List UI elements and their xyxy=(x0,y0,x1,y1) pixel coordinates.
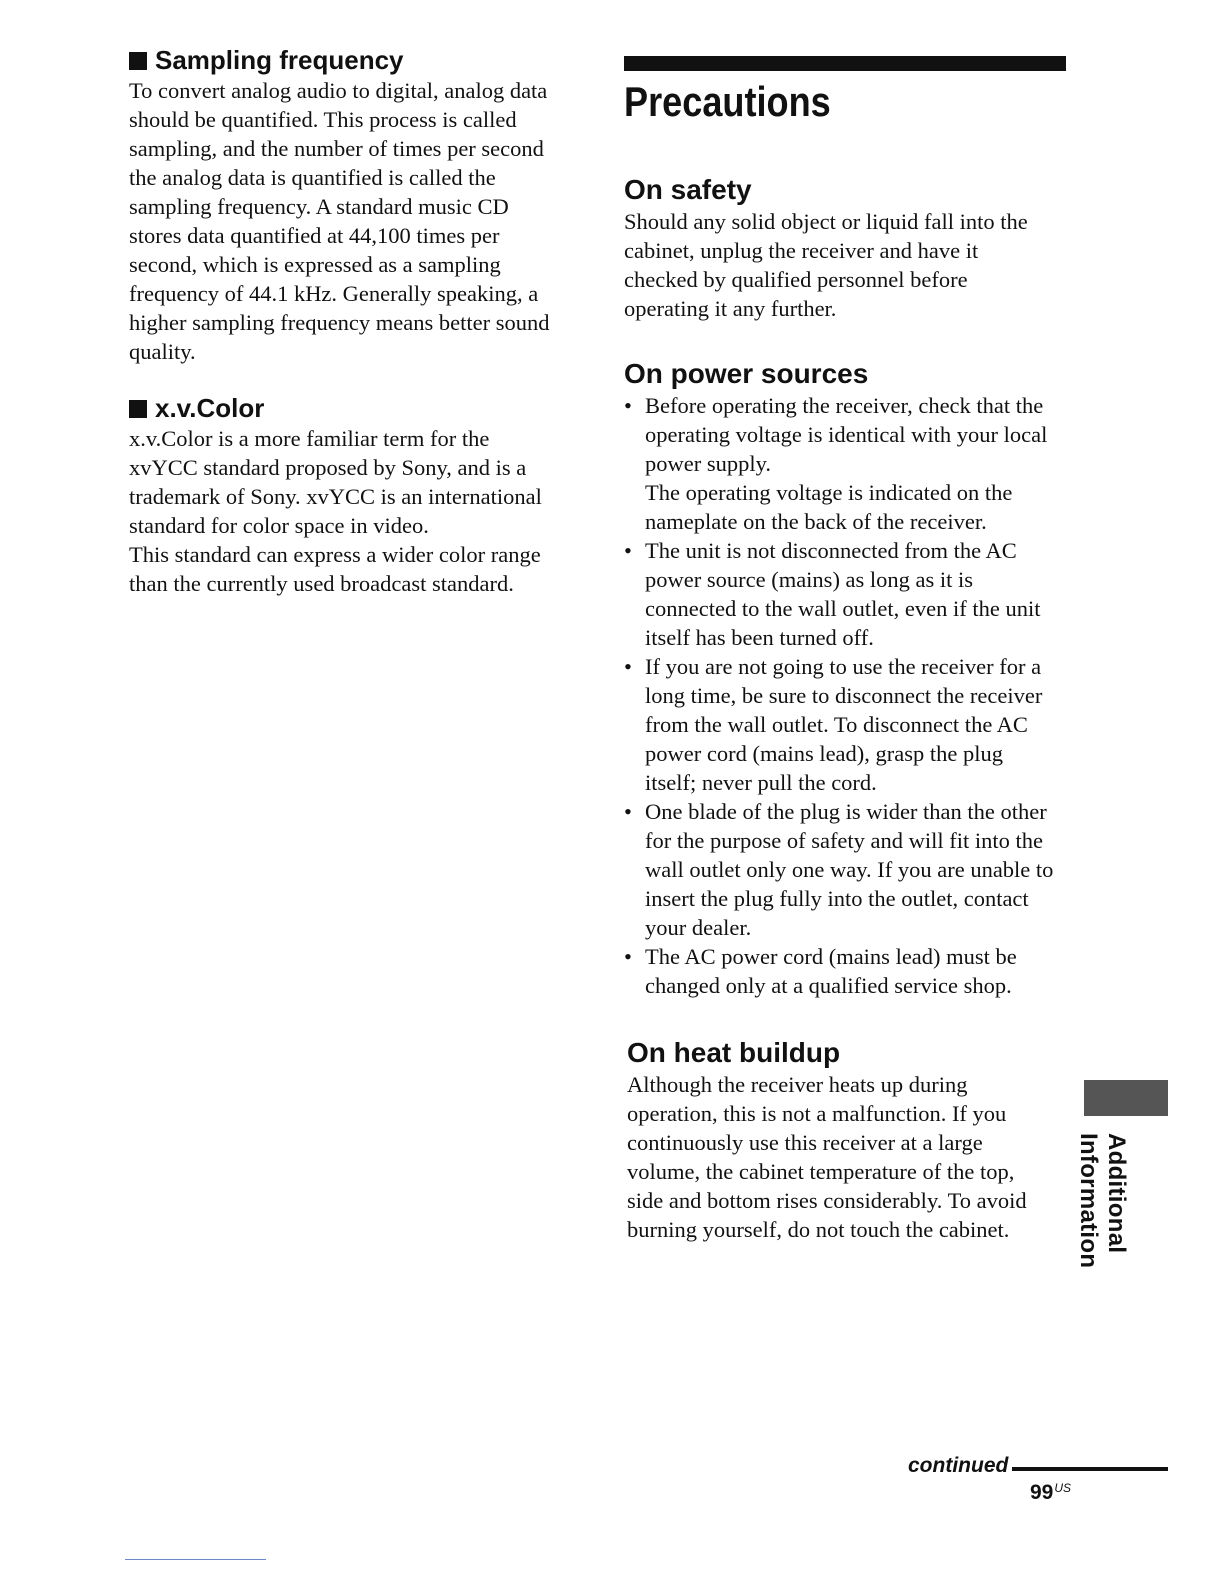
xvcolor-heading-text: x.v.Color xyxy=(155,393,265,423)
text-line: should be quantified. This process is called xyxy=(129,107,517,132)
text-line: than the currently used broadcast standard. xyxy=(129,571,514,596)
page-title: Precautions xyxy=(624,78,831,125)
text-line: power supply. xyxy=(645,451,772,476)
power-sources-list xyxy=(624,391,1074,1000)
text-line: connected to the wall outlet, even if the unit xyxy=(645,596,1041,621)
text-line: from the wall outlet. To disconnect the AC xyxy=(645,712,1028,737)
text-line: long time, be sure to disconnect the receiver xyxy=(645,683,1043,708)
text-line: operating it any further. xyxy=(624,296,837,321)
text-line: itself has been turned off. xyxy=(645,625,874,650)
text-line: Before operating the receiver, check that the xyxy=(645,393,1044,418)
text-line: checked by qualified personnel before xyxy=(624,267,968,292)
continued-rule xyxy=(1012,1467,1168,1471)
text-line: changed only at a qualified service shop. xyxy=(645,973,1012,998)
sampling-frequency-paragraph xyxy=(129,76,579,366)
text-line: xvYCC standard proposed by Sony, and is a xyxy=(129,455,527,480)
bottom-rule-line xyxy=(125,1559,266,1560)
square-bullet-icon xyxy=(129,52,147,70)
text-line: insert the plug fully into the outlet, contact xyxy=(645,886,1029,911)
right-column xyxy=(624,56,1074,1244)
list-item xyxy=(624,942,1074,1000)
text-line: trademark of Sony. xvYCC is an international xyxy=(129,484,542,509)
text-line: operating voltage is identical with your local xyxy=(645,422,1048,447)
text-line: wall outlet only one way. If you are unable to xyxy=(645,857,1054,882)
text-line: sampling frequency. A standard music CD xyxy=(129,194,509,219)
on-heat-buildup-heading: On heat buildup xyxy=(627,1037,841,1068)
list-item xyxy=(624,797,1074,942)
on-safety-paragraph xyxy=(624,207,1074,323)
section-tab-marker xyxy=(1084,1080,1168,1116)
text-line: To convert analog audio to digital, analog data xyxy=(129,78,548,103)
list-item xyxy=(624,536,1074,652)
on-safety-heading: On safety xyxy=(624,174,752,205)
text-line: If you are not going to use the receiver for a xyxy=(645,654,1042,679)
text-line: itself; never pull the cord. xyxy=(645,770,877,795)
on-heat-buildup-paragraph xyxy=(627,1070,1074,1244)
text-line: cabinet, unplug the receiver and have it xyxy=(624,238,979,263)
xvcolor-heading xyxy=(129,392,579,424)
title-rule xyxy=(624,56,1066,71)
text-line: The unit is not disconnected from the AC xyxy=(645,538,1017,563)
page-number-value: 99 xyxy=(1030,1481,1054,1504)
text-line: higher sampling frequency means better sound xyxy=(129,310,550,335)
list-item xyxy=(624,652,1074,797)
text-line: standard for color space in video. xyxy=(129,513,429,538)
text-line: sampling, and the number of times per second xyxy=(129,136,544,161)
text-line: Should any solid object or liquid fall into the xyxy=(624,209,1028,234)
text-line: operation, this is not a malfunction. If you xyxy=(627,1101,1007,1126)
text-line: frequency of 44.1 kHz. Generally speaking, a xyxy=(129,281,539,306)
text-line: Although the receiver heats up during xyxy=(627,1072,968,1097)
text-line: This standard can express a wider color range xyxy=(129,542,541,567)
list-item xyxy=(624,391,1074,536)
text-line: burning yourself, do not touch the cabinet. xyxy=(627,1217,1010,1242)
text-line: stores data quantified at 44,100 times per xyxy=(129,223,500,248)
text-line: nameplate on the back of the receiver. xyxy=(645,509,987,534)
text-line: for the purpose of safety and will fit into the xyxy=(645,828,1044,853)
text-line: side and bottom rises considerably. To avoid xyxy=(627,1188,1027,1213)
text-line: the analog data is quantified is called the xyxy=(129,165,496,190)
sampling-frequency-heading xyxy=(129,44,579,76)
text-line: volume, the cabinet temperature of the top, xyxy=(627,1159,1015,1184)
section-tab-label: Additional Information xyxy=(1075,1133,1130,1269)
page-number-suffix: US xyxy=(1054,1481,1072,1495)
left-column xyxy=(129,44,579,598)
text-line: second, which is expressed as a sampling xyxy=(129,252,501,277)
text-line: power source (mains) as long as it is xyxy=(645,567,974,592)
sampling-frequency-heading-text: Sampling frequency xyxy=(155,45,404,75)
text-line: your dealer. xyxy=(645,915,752,940)
page-number xyxy=(1030,1481,1071,1505)
square-bullet-icon xyxy=(129,400,147,418)
xvcolor-paragraph xyxy=(129,424,579,598)
text-line: One blade of the plug is wider than the other xyxy=(645,799,1047,824)
continued-label: continued xyxy=(908,1454,1009,1477)
text-line: continuously use this receiver at a large xyxy=(627,1130,983,1155)
text-line: x.v.Color is a more familiar term for the xyxy=(129,426,490,451)
text-line: The operating voltage is indicated on the xyxy=(645,480,1013,505)
text-line: The AC power cord (mains lead) must be xyxy=(645,944,1017,969)
on-power-sources-heading: On power sources xyxy=(624,358,869,389)
text-line: quality. xyxy=(129,339,196,364)
text-line: power cord (mains lead), grasp the plug xyxy=(645,741,1004,766)
